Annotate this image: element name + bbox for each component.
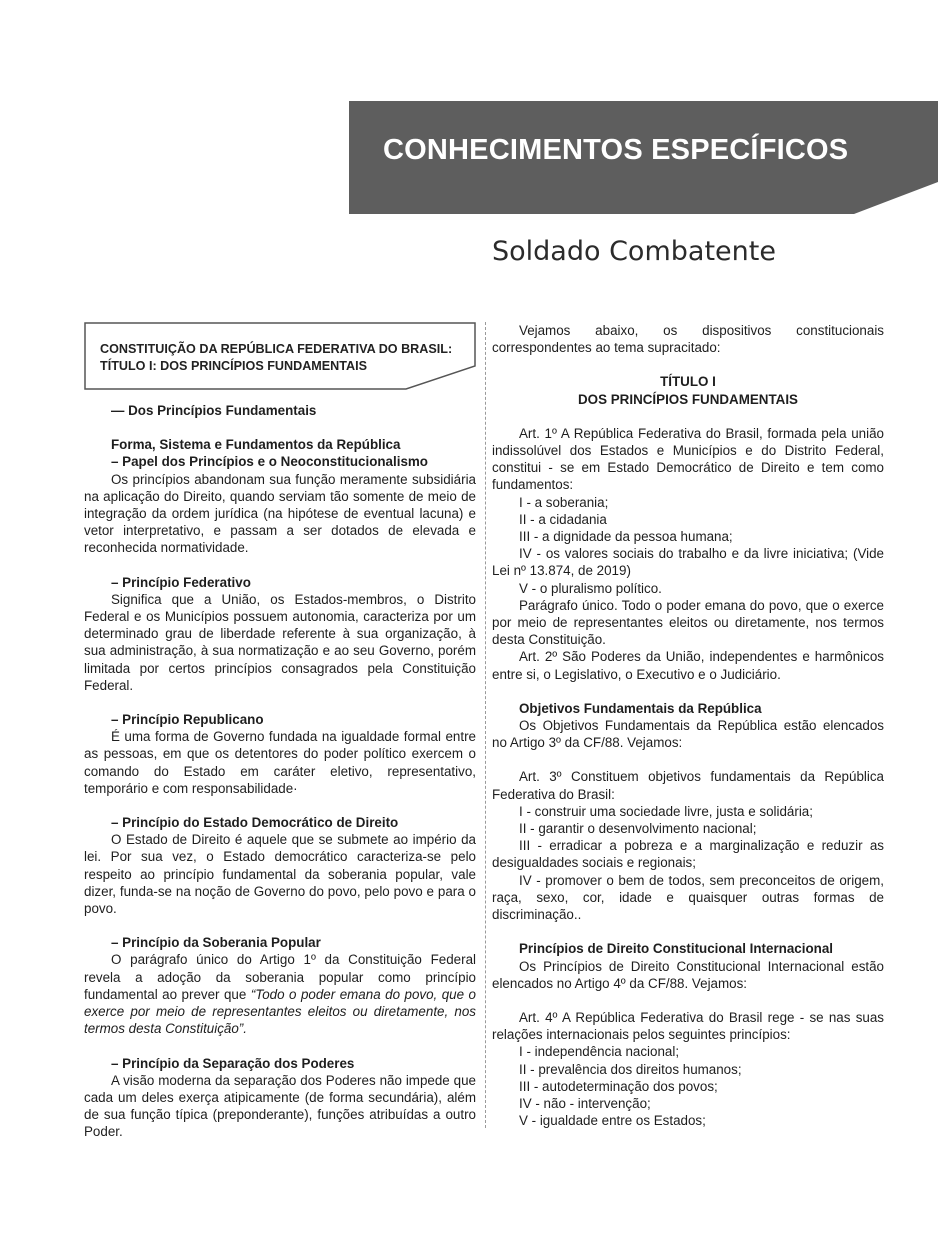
page-subtitle: Soldado Combatente bbox=[492, 236, 776, 267]
paragraph-federativo: Significa que a União, os Estados-membros, o Distrito Federal e os Municípios possuem autonomia, caracteriza por um determinado grau de liberdade referente à sua organização, à sua administração, à sua normatização e ao seu Governo, porém limitada por certos princípios consagrados pela Constituição Federal. bbox=[84, 591, 476, 693]
paragraph-separacao: A visão moderna da separação dos Poderes não impede que cada um deles exerça atipicamente (de forma secundária), além de sua função típica (preponderante), funções atribuídas a outro Poder. bbox=[84, 1072, 476, 1140]
art-3-item: II - garantir o desenvolvimento nacional; bbox=[519, 821, 757, 837]
soberania-text: O parágrafo único do Artigo 1º da Constituição Federal revela a adoção da soberania popular como princípio fundamental ao prever que bbox=[84, 952, 476, 1002]
intro-paragraph: Vejamos abaixo, os dispositivos constitucionais correspondentes ao tema supracitado: bbox=[492, 323, 884, 356]
heading-soberania: – Princípio da Soberania Popular bbox=[111, 935, 321, 951]
art-3-item: IV - promover o bem de todos, sem preconceitos de origem, raça, sexo, cor, idade e quaisquer outras formas de discriminação.. bbox=[492, 872, 884, 923]
heading-objetivos: Objetivos Fundamentais da República bbox=[519, 700, 762, 716]
art-4-item: I - independência nacional; bbox=[519, 1044, 680, 1060]
paragraph-internacional: Os Princípios de Direito Constitucional Internacional estão elencados no Artigo 4º da CF/88. Vejamos: bbox=[492, 958, 884, 991]
art-1-item: II - a cidadania bbox=[519, 511, 607, 527]
boxed-title-text bbox=[100, 341, 470, 374]
heading-papel: – Papel dos Princípios e o Neoconstitucionalismo bbox=[111, 454, 428, 470]
boxed-title bbox=[84, 322, 474, 388]
heading-federativo: – Princípio Federativo bbox=[111, 574, 251, 590]
art-4-item: III - autodeterminação dos povos; bbox=[519, 1078, 718, 1094]
titulo-line-2: DOS PRINCÍPIOS FUNDAMENTAIS bbox=[578, 391, 798, 407]
art-2: Art. 2º São Poderes da União, independentes e harmônicos entre si, o Legislativo, o Executivo e o Judiciário. bbox=[492, 649, 884, 682]
art-4-item: V - igualdade entre os Estados; bbox=[519, 1113, 706, 1129]
art-1-item: I - a soberania; bbox=[519, 494, 609, 510]
right-column bbox=[492, 322, 884, 1129]
art-1: Art. 1º A República Federativa do Brasil, formada pela união indissolúvel dos Estados e Municípios e do Distrito Federal, constitui - se em Estado Democrático de Direito e tem como fundamentos: bbox=[492, 425, 884, 493]
art-4-item: II - prevalência dos direitos humanos; bbox=[519, 1061, 742, 1077]
art-4: Art. 4º A República Federativa do Brasil rege - se nas suas relações internacionais pelos seguintes princípios: bbox=[492, 1009, 884, 1043]
left-column bbox=[84, 322, 476, 1141]
art-1-item: V - o pluralismo político. bbox=[519, 580, 662, 596]
section-title: CONHECIMENTOS ESPECÍFICOS bbox=[383, 134, 849, 166]
art-1-item: IV - os valores sociais do trabalho e da livre iniciativa; (Vide Lei nº 13.874, de 2019) bbox=[492, 546, 884, 579]
art-1-paragrafo: Parágrafo único. Todo o poder emana do povo, que o exerce por meio de representantes eleitos ou diretamente, nos termos desta Constituição. bbox=[492, 597, 884, 648]
paragraph-soberania bbox=[84, 951, 476, 1037]
heading-main: — Dos Princípios Fundamentais bbox=[111, 403, 317, 418]
column-divider bbox=[485, 322, 486, 1128]
box-title-line-1: CONSTITUIÇÃO DA REPÚBLICA FEDERATIVA DO BRASIL: bbox=[100, 342, 453, 356]
heading-internacional: Princípios de Direito Constitucional Internacional bbox=[519, 941, 833, 957]
heading-separacao: – Princípio da Separação dos Poderes bbox=[111, 1055, 355, 1071]
art-3-item: I - construir uma sociedade livre, justa e solidária; bbox=[519, 803, 813, 819]
paragraph-republicano: É uma forma de Governo fundada na igualdade formal entre as pessoas, em que os detentores do poder político exercem o comando do Estado em caráter eletivo, representativo, temporário e com responsabilidade· bbox=[84, 729, 476, 796]
paragraph-estado-democratico: O Estado de Direito é aquele que se submete ao império da lei. Por sua vez, o Estado democrático caracteriza-se pelo respeito ao princípio fundamental da soberania popular, vale dizer, funda-se na noção de Governo do povo, pelo povo e para o povo. bbox=[84, 832, 476, 917]
titulo-line-1: TÍTULO I bbox=[660, 374, 716, 390]
heading-estado-democratico: – Princípio do Estado Democrático de Direito bbox=[111, 815, 399, 831]
art-3: Art. 3º Constituem objetivos fundamentais da República Federativa do Brasil: bbox=[492, 769, 884, 802]
art-3-item: III - erradicar a pobreza e a marginalização e reduzir as desigualdades sociais e regionais; bbox=[492, 838, 884, 871]
art-4-item: IV - não - intervenção; bbox=[519, 1095, 651, 1111]
soberania-quote: “Todo o poder emana do povo, que o exerce por meio de representantes eleitos ou diretamente, nos termos desta Constituição”. bbox=[84, 986, 476, 1037]
heading-republicano: – Princípio Republicano bbox=[111, 712, 264, 728]
box-title-line-2: TÍTULO I: DOS PRINCÍPIOS FUNDAMENTAIS bbox=[100, 358, 368, 373]
banner-corner-cut bbox=[840, 182, 938, 214]
art-1-item: III - a dignidade da pessoa humana; bbox=[519, 529, 733, 545]
paragraph-objetivos: Os Objetivos Fundamentais da República estão elencados no Artigo 3º da CF/88. Vejamos: bbox=[492, 718, 884, 751]
heading-forma: Forma, Sistema e Fundamentos da República bbox=[111, 437, 401, 453]
paragraph-papel: Os princípios abandonam sua função meramente subsidiária na aplicação do Direito, quando serviam tão somente de meio de integração da ordem jurídica (na hipótese de eventual lacuna) e vetor interpretativo, e passam a ser dotados de elevada e reconhecida normatividade. bbox=[84, 471, 476, 556]
